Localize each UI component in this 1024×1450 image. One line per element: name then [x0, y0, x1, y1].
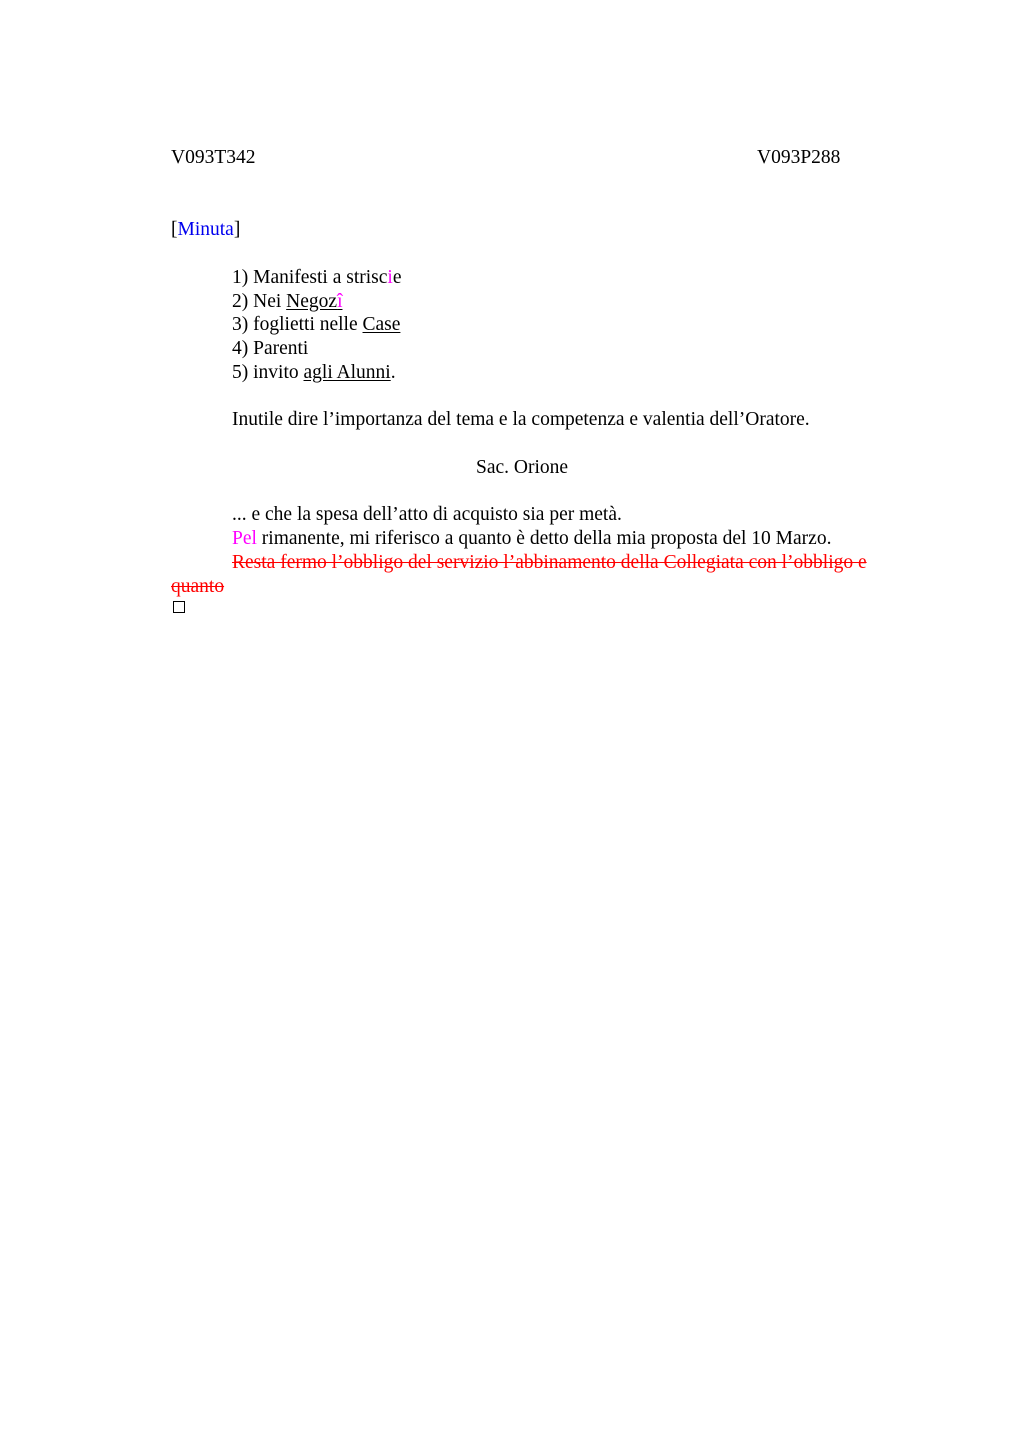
list-item-2-insertion: î: [337, 291, 343, 312]
minuta-label: [171, 218, 240, 242]
minuta-word: Minuta: [177, 219, 234, 240]
list-item-2-underlined: [286, 291, 342, 312]
list-item-2: [232, 290, 342, 314]
line-pel-rimanente: [232, 527, 831, 551]
list-item-1-suffix: e: [392, 267, 402, 288]
checkbox-square-icon: [173, 601, 185, 613]
list-item-1-prefix: 1) Manifesti a strisc: [232, 267, 388, 288]
header-right-code: V093P288: [757, 147, 841, 168]
list-item-4: 4) Parenti: [232, 338, 309, 359]
pel-rest: rimanente, mi riferisco a quanto è detto della mia proposta del 10 Marzo.: [256, 528, 832, 549]
list-item-3-underlined: Case: [362, 314, 401, 335]
minuta-close-bracket: ]: [233, 219, 241, 240]
list-item-3: [232, 313, 400, 337]
deleted-line-2: quanto: [171, 576, 225, 597]
pel-word: Pel: [232, 528, 257, 549]
list-item-5: [232, 361, 396, 385]
list-item-3-prefix: 3) foglietti nelle: [232, 314, 363, 335]
list-item-1: [232, 266, 402, 290]
list-item-2-underlined-text: Negoz: [286, 291, 338, 312]
list-item-5-suffix: .: [390, 362, 396, 383]
deleted-line-1: Resta fermo l’obbligo del servizio l’abbinamento della Collegiata con l’obbligo e: [232, 552, 867, 573]
header-left-code: V093T342: [171, 147, 256, 168]
line-spesa: ... e che la spesa dell’atto di acquisto sia per metà.: [232, 504, 622, 525]
list-item-2-prefix: 2) Nei: [232, 291, 287, 312]
signature: Sac. Orione: [476, 457, 569, 478]
list-item-5-underlined: agli Alunni: [303, 362, 391, 383]
paragraph-importanza: Inutile dire l’importanza del tema e la competenza e valentia dell’Oratore.: [232, 409, 810, 430]
list-item-1-insertion: i: [387, 267, 393, 288]
list-item-5-prefix: 5) invito: [232, 362, 304, 383]
minuta-open-bracket: [: [171, 219, 178, 240]
